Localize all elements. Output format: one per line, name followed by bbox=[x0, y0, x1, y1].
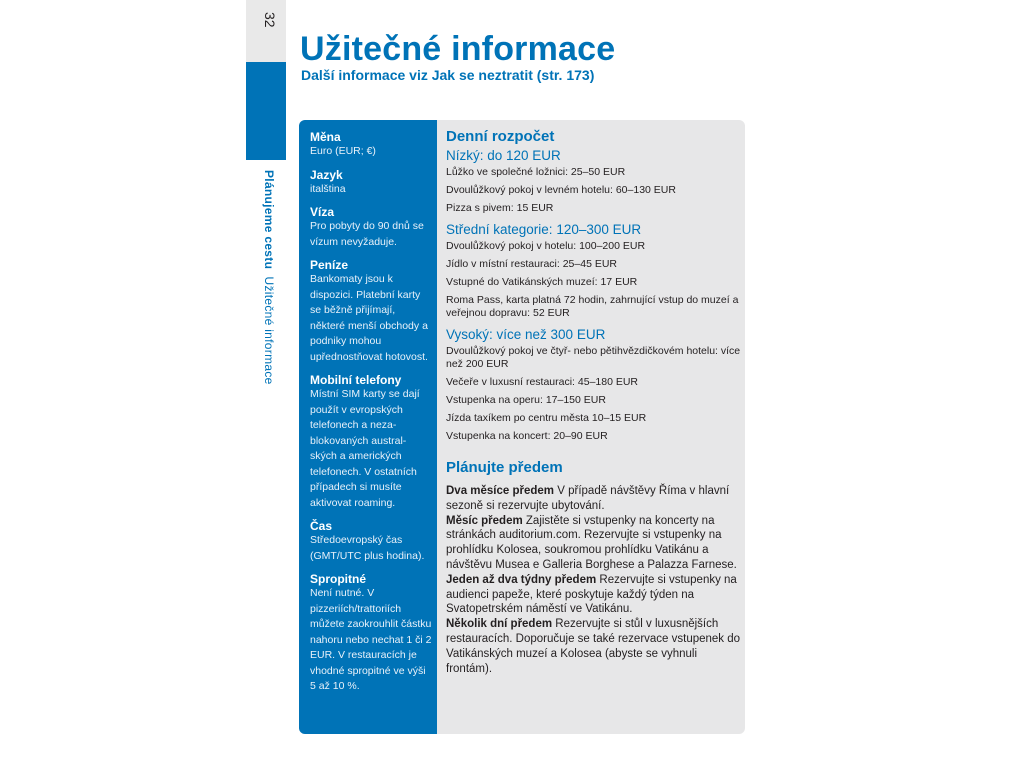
running-header-section: Plánujeme cestu bbox=[262, 170, 276, 270]
plan-entry-text: Rezervujte si stůl v luxusnějších restauracích. Doporučuje se také rezervace vstupenek do Vatikánských muzeí a Kolosea (abyste se vyhnuli frontám). bbox=[446, 618, 741, 675]
budget-tier-title: Nízký: do 120 EUR bbox=[446, 148, 561, 163]
quick-fact-text: Středoevropský čas (GMT/UTC plus hodina). bbox=[310, 534, 425, 562]
page-subtitle: Další informace viz Jak se neztratit (str. 173) bbox=[301, 67, 595, 83]
budget-tier-title: Vysoký: více než 300 EUR bbox=[446, 327, 606, 342]
budget-item: Roma Pass, karta platná 72 hodin, zahrnující vstup do muzeí a veřejnou dopravu: 52 EUR bbox=[446, 294, 739, 319]
plan-entry-text: Rezervujte si vstupenky na audienci papeže, které poskytuje každý týden na Svatopetrském náměstí ve Vatikánu. bbox=[446, 573, 737, 616]
quick-fact bbox=[310, 205, 432, 250]
budget-tier-title: Střední kategorie: 120–300 EUR bbox=[446, 222, 642, 237]
budget-item: Večeře v luxusní restauraci: 45–180 EUR bbox=[446, 376, 639, 388]
quick-facts-list bbox=[310, 130, 432, 695]
quick-fact-heading: Peníze bbox=[310, 258, 349, 272]
quick-fact-heading: Měna bbox=[310, 130, 341, 144]
plan-entry-lead: Měsíc předem bbox=[446, 514, 523, 527]
quick-fact-text: italština bbox=[310, 182, 346, 195]
budget-item: Jídlo v místní restauraci: 25–45 EUR bbox=[446, 258, 617, 270]
quick-fact-text: Pro pobyty do 90 dnů se vízum nevyžaduje. bbox=[310, 220, 424, 248]
budget-content bbox=[446, 128, 741, 676]
plan-entry-text: V případě návštěvy Říma v hlavní sezoně si rezervujte ubytování. bbox=[446, 485, 730, 512]
quick-fact-heading: Víza bbox=[310, 205, 335, 219]
page-number: 32 bbox=[262, 12, 278, 28]
quick-facts-panel bbox=[299, 120, 437, 734]
quick-fact bbox=[310, 130, 432, 160]
quick-fact-heading: Mobilní telefony bbox=[310, 373, 402, 387]
quick-fact-heading: Jazyk bbox=[310, 167, 343, 182]
budget-item: Jízda taxíkem po centru města 10–15 EUR bbox=[446, 412, 647, 424]
budget-item: Pizza s pivem: 15 EUR bbox=[446, 202, 554, 214]
quick-fact bbox=[310, 519, 432, 564]
section-color-strip bbox=[246, 62, 286, 160]
quick-fact-heading: Čas bbox=[310, 519, 333, 533]
quick-fact-heading: Spropitné bbox=[310, 572, 366, 586]
budget-item: Dvoulůžkový pokoj v hotelu: 100–200 EUR bbox=[446, 240, 646, 252]
running-header-chapter: Užitečné informace bbox=[262, 276, 276, 385]
running-header bbox=[262, 170, 276, 385]
plan-entry-text: Zajistěte si vstupenky na koncerty na stránkách auditorium.com. Rezervujte si vstupenky na prohlídku Kolosea, soukromou prohlídku Vatikánu a návštěvu Musea e Galleria Borghese a Palazza Farnese. bbox=[446, 514, 737, 571]
plan-entry-lead: Několik dní předem bbox=[446, 618, 553, 631]
budget-item: Dvoulůžkový pokoj ve čtyř- nebo pětihvězdičkovém hotelu: více než 200 EUR bbox=[446, 345, 741, 370]
page-title: Užitečné informace bbox=[300, 30, 616, 68]
plan-entry bbox=[446, 617, 741, 676]
quick-fact bbox=[310, 373, 432, 511]
quick-fact-text: Euro (EUR; €) bbox=[310, 145, 376, 157]
quick-fact-text: Není nutné. V pizzeriích/trattoriích můžete zaokrouhlit částku nahoru nebo nechat 1 či 2 EUR. V restauracích je vhodné spropitné ve výši 5 až 10 %. bbox=[310, 587, 432, 692]
budget-item: Vstupenka na operu: 17–150 EUR bbox=[446, 394, 606, 406]
quick-fact-text: Bankomaty jsou k dispozici. Platební karty se běžně přijímají, některé menší obchody a podniky mohou upřednostňovat hotovost. bbox=[310, 273, 428, 363]
budget-heading: Denní rozpočet bbox=[446, 128, 555, 145]
budget-item: Lůžko ve společné ložnici: 25–50 EUR bbox=[446, 166, 626, 178]
plan-entry bbox=[446, 514, 741, 573]
plan-entry bbox=[446, 484, 741, 514]
budget-item: Vstupné do Vatikánských muzeí: 17 EUR bbox=[446, 276, 638, 288]
quick-fact bbox=[310, 168, 432, 198]
quick-fact bbox=[310, 258, 432, 365]
budget-item: Vstupenka na koncert: 20–90 EUR bbox=[446, 430, 608, 442]
quick-fact bbox=[310, 572, 432, 695]
plan-entry bbox=[446, 573, 741, 617]
quick-fact-text: Místní SIM karty se dají použít v evropských telefonech a neza-blokovaných austral-ských a amerických telefonech. V ostatních případech si musíte aktivovat roaming. bbox=[310, 388, 420, 509]
budget-item: Dvoulůžkový pokoj v levném hotelu: 60–130 EUR bbox=[446, 184, 676, 196]
plan-entry-lead: Jeden až dva týdny předem bbox=[446, 573, 597, 586]
plan-entry-lead: Dva měsíce předem bbox=[446, 485, 555, 497]
budget-panel bbox=[437, 120, 745, 734]
plan-heading: Plánujte předem bbox=[446, 459, 563, 476]
